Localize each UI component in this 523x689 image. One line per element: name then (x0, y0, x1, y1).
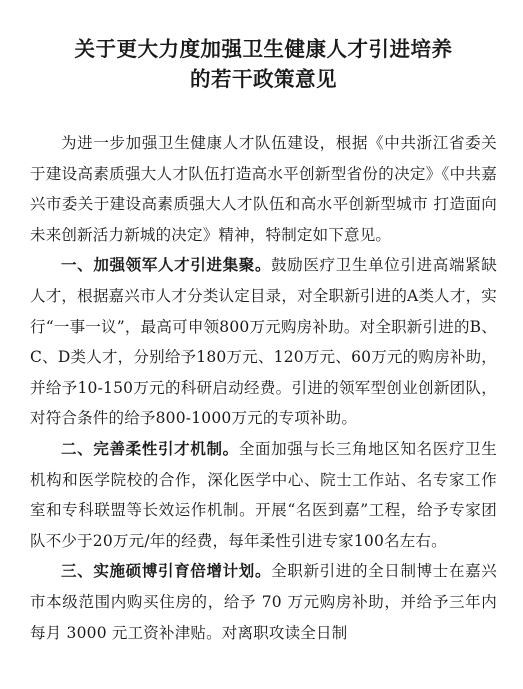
intro-paragraph (30, 128, 497, 250)
title-line-2: 的若干政策意见 (190, 67, 337, 91)
section-2-paragraph (30, 434, 497, 556)
title-line-1: 关于更大力度加强卫生健康人才引进培养 (74, 37, 453, 61)
document-title (30, 34, 497, 94)
section-2-heading: 二、完善柔性引才机制。 (61, 439, 239, 458)
document-body (30, 128, 497, 648)
section-2-text: 全面加强与长三角地区知名医疗卫生机构和医学院校的合作，深化医学中心、院士工作站、名专家工作室和专科联盟等长效运作机制。开展“名医到嘉”工程，给予专家团队不少于20万元/年的经费，每年柔性引进专家100名左右。 (30, 439, 498, 550)
section-3-text: 全职新引进的全日制博士在嘉兴市本级范围内购买住房的，给予 70 万元购房补助，并给予三年内每月 3000 元工资补津贴。对离职攻读全日制 (30, 562, 497, 642)
section-1-paragraph (30, 250, 497, 434)
section-3-heading: 三、实施硕博引育倍增计划。 (61, 562, 272, 581)
section-1-heading: 一、加强领军人才引进集聚。 (61, 256, 272, 275)
paragraph-text: 为进一步加强卫生健康人才队伍建设，根据《中共浙江省委关于建设高素质强大人才队伍打造高水平创新型省份的决定》《中共嘉兴市委关于建设高素质强大人才队伍和高水平创新型城市 打造面向未来创新活力新城的决定》精神，特制定如下意见。 (30, 134, 497, 244)
section-3-paragraph (30, 556, 497, 648)
section-1-text: 鼓励医疗卫生单位引进高端紧缺人才，根据嘉兴市人才分类认定目录，对全职新引进的A类人才，实行“一事一议”，最高可申领800万元购房补助。对全职新引进的B、C、D类人才，分别给予180万元、120万元、60万元的购房补助，并给予10-150万元的科研启动经费。引进的领军型创业创新团队，对符合条件的给予800-1000万元的专项补助。 (30, 256, 497, 428)
